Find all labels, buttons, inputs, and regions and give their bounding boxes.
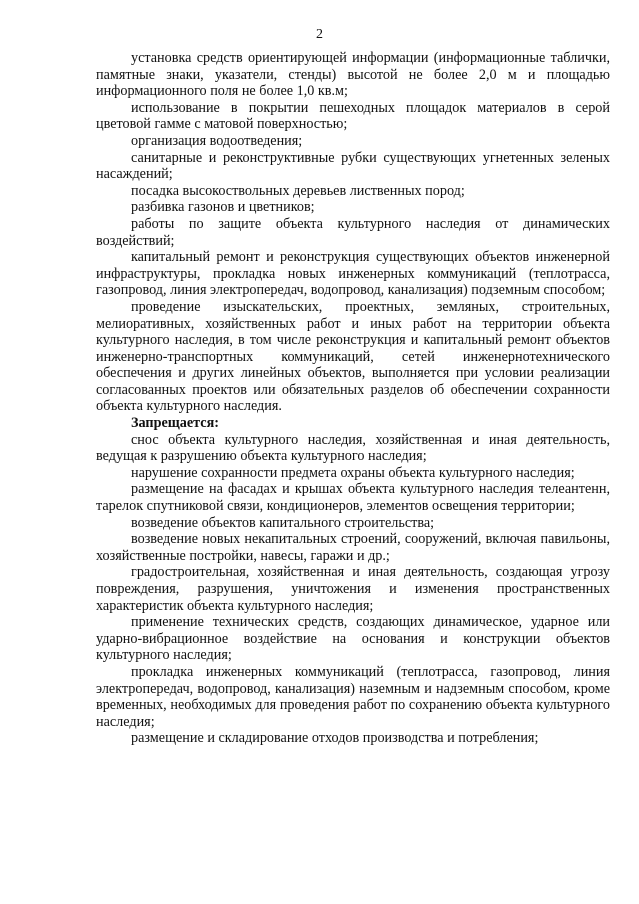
paragraph-infrastructure-repair: капитальный ремонт и реконструкция существующих объектов инженерной инфраструктуры, прокладка новых инженерных коммуникаций (теплотрасса, газопровод, линия электропередач, водопровод, канализация) подземным способом; <box>96 249 610 299</box>
prohibited-item: возведение новых некапитальных строений, сооружений, включая павильоны, хозяйственные постройки, навесы, гаражи и др.; <box>96 531 610 564</box>
paragraph-survey-works: проведение изыскательских, проектных, земляных, строительных, мелиоративных, хозяйственных работ и иных работ на территории объекта культурного наследия, в том числе реконструкция и капитальный ремонт объектов инженерно-транспортных коммуникаций, сетей инженернотехнического обеспечения и других линейных объектов, выполняется при условии реализации согласованных проектов или обязательных разделов об обеспечении сохранности объекта культурного наследия. <box>96 298 610 415</box>
prohibited-item: применение технических средств, создающих динамическое, ударное или ударно-вибрационное воздействие на основания и конструкции объектов культурного наследия; <box>96 614 610 664</box>
paragraph-drainage: организация водоотведения; <box>131 132 303 149</box>
paragraph-dynamic-protection: работы по защите объекта культурного наследия от динамических воздействий; <box>96 215 610 249</box>
paragraph-tree-planting: посадка высокоствольных деревьев лиственных пород; <box>131 182 465 199</box>
paragraph-sanitary-cutting: санитарные и реконструктивные рубки существующих угнетенных зеленых насаждений; <box>96 149 610 183</box>
prohibited-item: размещение на фасадах и крышах объекта культурного наследия телеантенн, тарелок спутниковой связи, кондиционеров, элементов освещения территории; <box>96 481 610 515</box>
prohibited-item: нарушение сохранности предмета охраны объекта культурного наследия; <box>131 464 575 481</box>
prohibited-item: градостроительная, хозяйственная и иная деятельность, создающая угрозу повреждения, разрушения, уничтожения и изменения пространственных характеристик объекта культурного наследия; <box>96 564 610 614</box>
prohibited-item: снос объекта культурного наследия, хозяйственная и иная деятельность, ведущая к разрушению объекта культурного наследия; <box>96 431 610 465</box>
prohibited-item: возведение объектов капитального строительства; <box>131 514 435 531</box>
paragraph-lawns: разбивка газонов и цветников; <box>131 199 315 216</box>
prohibited-item: прокладка инженерных коммуникаций (теплотрасса, газопровод, линия электропередач, водопровод, канализация) наземным и надземным способом, кроме временных, необходимых для проведения работ по сохранению объекта культурного наследия; <box>96 663 610 730</box>
prohibited-item: размещение и складирование отходов производства и потребления; <box>131 730 539 747</box>
page-number: 2 <box>316 27 323 42</box>
prohibited-heading: Запрещается: <box>131 415 219 432</box>
paragraph-pedestrian-surfaces: использование в покрытии пешеходных площадок материалов в серой цветовой гамме с матовой поверхностью; <box>96 99 610 133</box>
paragraph-info-signs: установка средств ориентирующей информации (информационные таблички, памятные знаки, указатели, стенды) высотой не более 2,0 м и площадью информационного поля не более 1,0 кв.м; <box>96 50 610 100</box>
document-body <box>96 50 610 747</box>
